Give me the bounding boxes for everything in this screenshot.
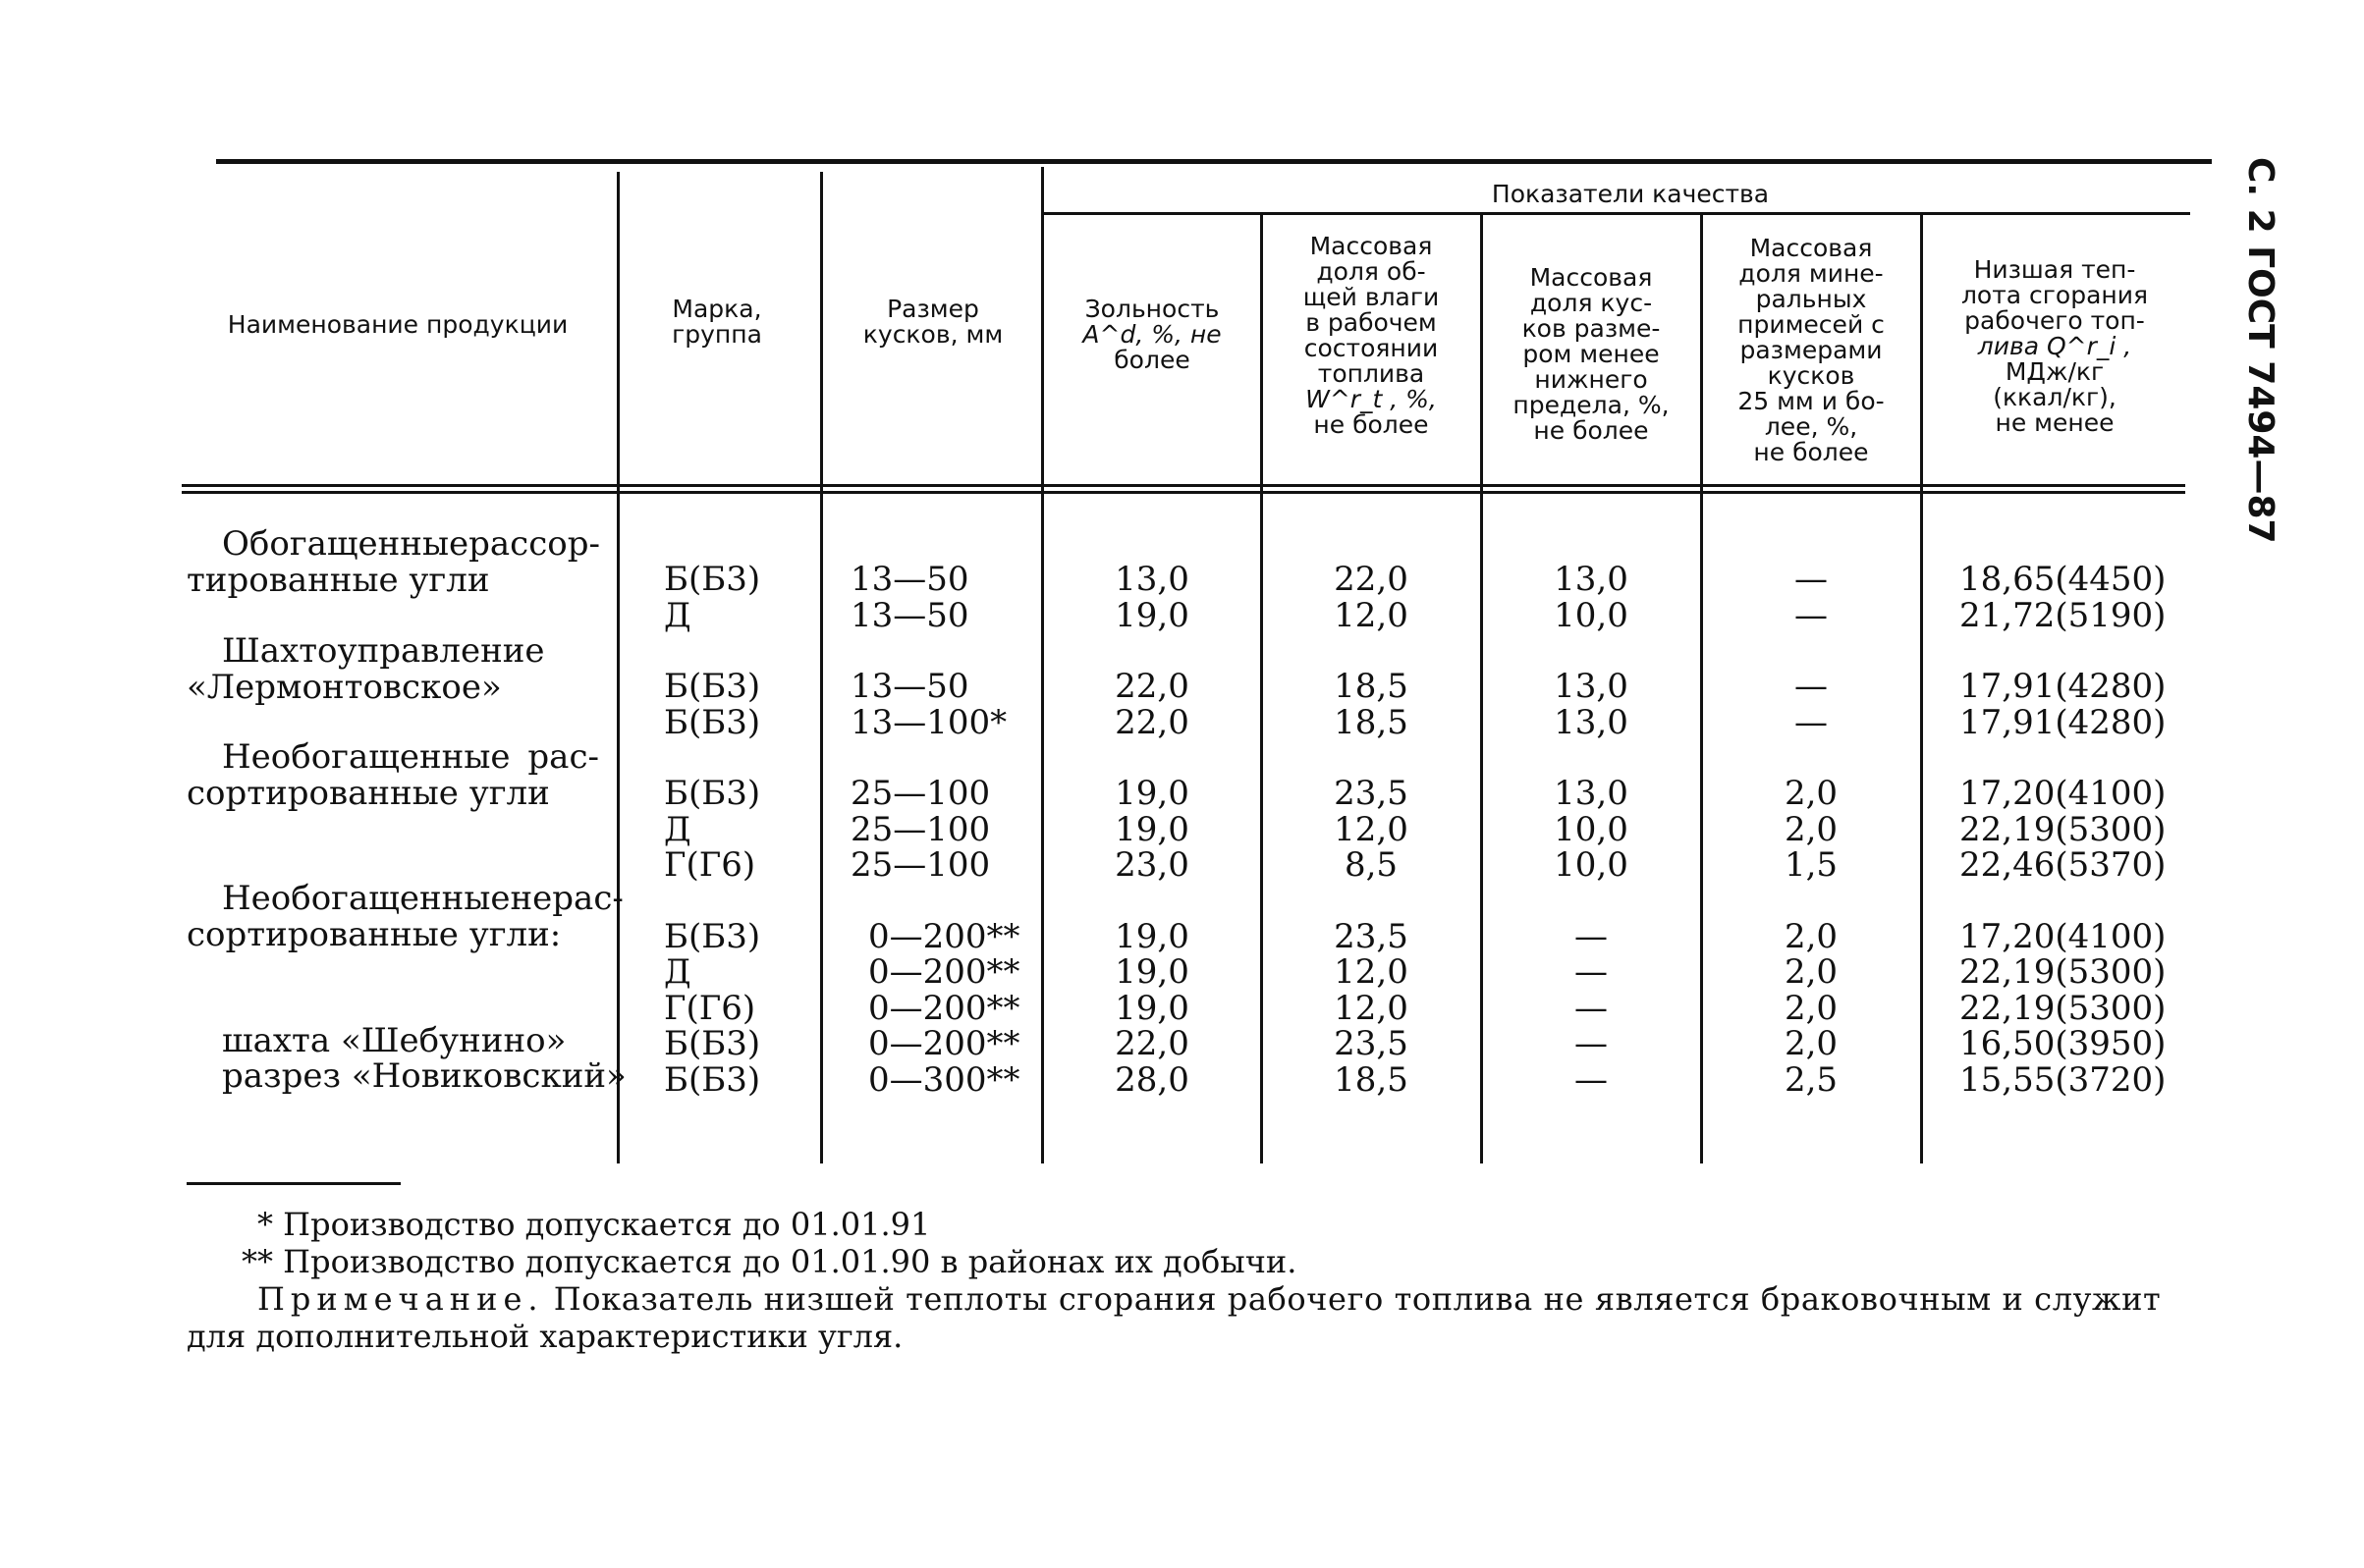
moisture-cell: 23,5 [1334, 916, 1408, 956]
lower-fraction-cell: 13,0 [1554, 774, 1628, 813]
heat-cell: 17,20(4100) [1959, 774, 2167, 813]
size-cell: 0—200** [868, 916, 1020, 956]
ash-cell: 19,0 [1115, 774, 1189, 813]
moisture-cell: 22,0 [1334, 560, 1408, 599]
heat-column [1959, 562, 2166, 1098]
heat-cell: 17,20(4100) [1959, 916, 2167, 956]
grade-column [664, 562, 760, 1098]
moisture-cell: 23,5 [1334, 1024, 1408, 1063]
grade-cell: Д [664, 809, 691, 849]
lower-fraction-cell: 13,0 [1554, 667, 1628, 706]
grade-cell: Б(Б3) [664, 1024, 761, 1063]
col-divider-4 [1260, 215, 1263, 1163]
size-cell: 13—50 [851, 667, 969, 706]
grade-cell: Г(Г6) [664, 845, 756, 885]
grade-cell: Б(Б3) [664, 667, 761, 706]
header-quality-group: Показатели качества [1491, 180, 1770, 208]
size-cell: 0—200** [868, 988, 1020, 1028]
grade-cell: Б(Б3) [664, 1059, 761, 1100]
mineral-cell: 2,0 [1784, 988, 1839, 1028]
size-cell: 13—100* [851, 702, 1008, 742]
header-lower-fraction: Массовая доля кус- ков разме- ром менее нижнего предела, %, не более [1512, 263, 1670, 445]
ash-cell: 19,0 [1115, 988, 1189, 1028]
lower-fraction-cell: — [1574, 916, 1608, 956]
mineral-cell: 2,0 [1784, 809, 1839, 849]
header-grade: Марка, группа [672, 295, 762, 349]
moisture-cell: 12,0 [1334, 988, 1408, 1028]
lower-fraction-cell: 10,0 [1554, 595, 1628, 635]
ash-cell: 22,0 [1115, 702, 1189, 742]
ash-cell: 23,0 [1115, 845, 1189, 885]
header-double-rule-2 [182, 491, 2185, 494]
heat-cell: 18,65(4450) [1959, 560, 2167, 599]
mineral-cell: 2,0 [1784, 952, 1839, 992]
mineral-cell: — [1794, 667, 1828, 706]
col-divider-5 [1480, 215, 1483, 1163]
note-line-1 [257, 1280, 2161, 1318]
ash-cell: 22,0 [1115, 667, 1189, 706]
header-size: Размер кусков, мм [862, 295, 1004, 349]
lower-fraction-cell: — [1574, 988, 1608, 1028]
header-moisture: Массовая доля об- щей влаги в рабочем состоянии топлива W^r_t , %, не более [1302, 232, 1440, 439]
note-label: Примечание. [257, 1280, 544, 1318]
mineral-cell: 2,5 [1784, 1059, 1839, 1100]
ash-cell: 28,0 [1115, 1059, 1189, 1100]
group-name-unenriched-sorted: Необогащенные рас- сортированные угли [187, 737, 599, 813]
moisture-cell: 12,0 [1334, 595, 1408, 635]
size-cell: 13—50 [851, 595, 969, 635]
size-cell: 25—100 [851, 809, 991, 849]
size-column [851, 562, 1020, 1098]
mineral-cell: — [1794, 560, 1828, 599]
moisture-cell: 18,5 [1334, 702, 1408, 742]
footnote-2: ** Производство допускается до 01.01.90 в районах их добычи. [242, 1243, 1297, 1280]
heat-cell: 15,55(3720) [1959, 1059, 2167, 1100]
heat-cell: 16,50(3950) [1959, 1024, 2167, 1063]
col-divider-7 [1920, 215, 1923, 1163]
moisture-cell: 18,5 [1334, 1059, 1408, 1100]
moisture-column [1267, 562, 1475, 1098]
mineral-column [1707, 562, 1915, 1098]
ash-cell: 19,0 [1115, 916, 1189, 956]
group-name-enriched-sorted: Обогащенные рассор- тированные угли [187, 524, 600, 600]
mineral-cell: 2,0 [1784, 774, 1839, 813]
heat-cell: 22,19(5300) [1959, 988, 2167, 1028]
lower-fraction-cell: 13,0 [1554, 702, 1628, 742]
row-name-shebunino: шахта «Шебунино» [222, 1021, 567, 1060]
lower-fraction-cell: 10,0 [1554, 845, 1628, 885]
col-divider-2 [820, 172, 823, 1163]
mineral-cell: — [1794, 702, 1828, 742]
grade-cell: Б(Б3) [664, 702, 761, 742]
moisture-cell: 23,5 [1334, 774, 1408, 813]
ash-cell: 19,0 [1115, 809, 1189, 849]
moisture-cell: 8,5 [1344, 845, 1399, 885]
group-name-mine-administration: Шахтоуправление «Лермонтовское» [187, 631, 545, 707]
ash-cell: 22,0 [1115, 1024, 1189, 1063]
heat-cell: 22,19(5300) [1959, 809, 2167, 849]
lower-fraction-cell: 10,0 [1554, 809, 1628, 849]
note-line-2: для дополнительной характеристики угля. [187, 1318, 904, 1355]
moisture-cell: 12,0 [1334, 952, 1408, 992]
mineral-cell: 1,5 [1784, 845, 1839, 885]
grade-cell: Б(Б3) [664, 916, 761, 956]
header-ash: Зольность A^d, %, не более [1082, 295, 1222, 374]
lower-fraction-column [1487, 562, 1695, 1098]
header-double-rule-1 [182, 484, 2185, 487]
table-top-rule [216, 159, 2212, 164]
lower-fraction-cell: 13,0 [1554, 560, 1628, 599]
ash-cell: 19,0 [1115, 952, 1189, 992]
moisture-cell: 12,0 [1334, 809, 1408, 849]
mineral-cell: 2,0 [1784, 916, 1839, 956]
lower-fraction-cell: — [1574, 1024, 1608, 1063]
heat-cell: 21,72(5190) [1959, 595, 2167, 635]
ash-cell: 13,0 [1115, 560, 1189, 599]
quality-group-rule [1041, 212, 2190, 215]
heat-cell: 22,46(5370) [1959, 845, 2167, 885]
row-name-novikovsky: разрез «Новиковский» [222, 1056, 627, 1096]
size-cell: 13—50 [851, 560, 969, 599]
heat-cell: 17,91(4280) [1959, 667, 2167, 706]
grade-cell: Д [664, 952, 691, 992]
size-cell: 0—300** [868, 1059, 1020, 1100]
col-divider-3 [1041, 167, 1044, 1163]
grade-cell: Б(Б3) [664, 774, 761, 813]
header-heat: Низшая теп- лота сгорания рабочего топ- лива Q^r_i , МДж/кг (ккал/кг), не менее [1960, 255, 2149, 437]
grade-cell: Д [664, 595, 691, 635]
size-cell: 25—100 [851, 845, 991, 885]
size-cell: 0—200** [868, 1024, 1020, 1063]
col-divider-6 [1700, 215, 1703, 1163]
grade-cell: Б(Б3) [664, 560, 761, 599]
size-cell: 25—100 [851, 774, 991, 813]
header-mineral: Массовая доля мине- ральных примесей с размерами кусков 25 мм и бо- лее, %, не более [1737, 234, 1885, 466]
grade-cell: Г(Г6) [664, 988, 756, 1028]
mineral-cell: — [1794, 595, 1828, 635]
heat-cell: 17,91(4280) [1959, 702, 2167, 742]
mineral-cell: 2,0 [1784, 1024, 1839, 1063]
group-name-unenriched-unsorted: Необогащенные нерас- сортированные угли: [187, 879, 624, 954]
ash-column [1049, 562, 1255, 1098]
header-product: Наименование продукции [227, 310, 569, 339]
ash-cell: 19,0 [1115, 595, 1189, 635]
lower-fraction-cell: — [1574, 1059, 1608, 1100]
footnote-1: * Производство допускается до 01.01.91 [257, 1206, 931, 1243]
moisture-cell: 18,5 [1334, 667, 1408, 706]
size-cell: 0—200** [868, 952, 1020, 992]
footnote-rule [187, 1182, 401, 1185]
col-divider-1 [617, 172, 620, 1163]
lower-fraction-cell: — [1574, 952, 1608, 992]
heat-cell: 22,19(5300) [1959, 952, 2167, 992]
note-text-1: Показатель низшей теплоты сгорания рабочего топлива не является браковочным и служит [553, 1280, 2162, 1318]
